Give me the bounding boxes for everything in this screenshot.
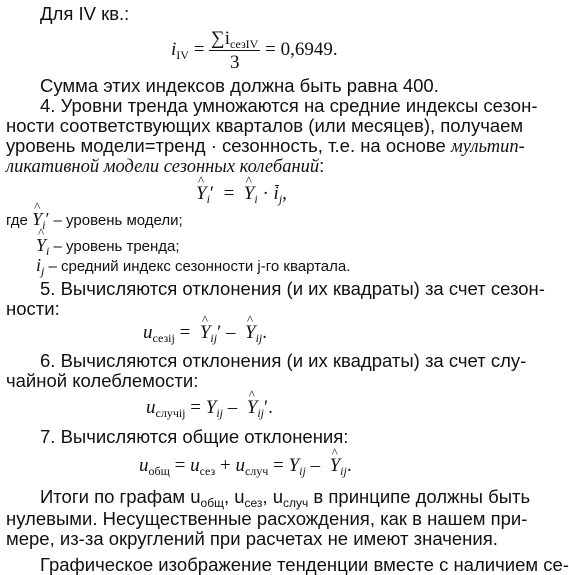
formula-iv-index: $i_{IV}$ = $\frac{\sum i_{сезIV}}{3}$ = 0,6949.	[171, 28, 338, 73]
fraction-denominator: 3	[230, 52, 240, 73]
definition-model-level-text: – уровень модели;	[53, 212, 183, 229]
sum-note: Сумма этих индексов должна быть равна 400.	[40, 75, 439, 96]
totals-line1	[40, 486, 531, 510]
step4-line4-colon: :	[319, 155, 325, 176]
next-line-cutoff	[0, 554, 569, 575]
formula-fraction	[209, 29, 260, 72]
totals-sep-1: , u	[223, 486, 245, 507]
formula-random-deviation-subscript: случij	[155, 406, 186, 420]
totals-sub-3: случ	[283, 496, 309, 510]
step4-line3-italic: мультип-	[450, 137, 525, 157]
step4-line3-text: уровень модели=тренд · сезонность, т.е. на основе	[6, 135, 451, 156]
step5-line2: ности:	[6, 298, 60, 319]
formula-i-symbol: i	[171, 38, 177, 60]
formula-total-sub3: случ	[244, 464, 269, 478]
definition-trend-level: ^ $Y_i$ – уровень тренда;	[36, 236, 180, 254]
definition-seasonal-index: $i_j$ – средний индекс сезонности j-го квартала.	[36, 255, 351, 278]
step4-line1: 4. Уровни тренда умножаются на средние индексы сезон-	[40, 95, 538, 116]
fraction-numerator: ∑i	[211, 28, 230, 49]
totals-sub-2: сез	[244, 496, 263, 510]
formula-seasonal-deviation-subscript: сезij	[152, 331, 175, 345]
step4-line4-italic: ликативной модели сезонных колебаний	[6, 157, 320, 177]
step7-line1: 7. Вычисляются общие отклонения:	[40, 426, 349, 447]
step5-line1: 5. Вычисляются отклонения (и их квадраты) за счет сезон-	[40, 278, 545, 299]
step4-line3	[6, 137, 525, 157]
definition-model-level: где ^ $Y_i'$ – уровень модели;	[6, 210, 183, 228]
step4-line2: ности соответствующих кварталов (или месяцев), получаем	[6, 115, 524, 136]
where-label: где	[6, 212, 28, 229]
formula-value: = 0,6949.	[265, 38, 338, 60]
formula-seasonal-deviation: $u_{сезij}$ = ^ $Y_{ij}'$ – ^ $Y_{ij}$.	[143, 323, 267, 342]
step6-line1: 6. Вычисляются отклонения (и их квадраты) за счет слу-	[40, 350, 527, 371]
formula-total-sub2: сез	[199, 464, 216, 478]
totals-line2: нулевыми. Несущественные расхождения, как в нашем при-	[6, 508, 528, 529]
heading-q4: Для IV кв.:	[40, 3, 130, 24]
formula-total-sub1: общ	[148, 464, 170, 478]
step6-line2: чайной колеблемости:	[6, 370, 199, 391]
next-line: Графическое изображение тенденции вместе с наличием се-	[40, 554, 569, 575]
formula-multiplicative-model: ^ $Y_i'$ = ^ $Y_i \cdot i_j$,	[196, 184, 287, 203]
step4-line4	[6, 157, 324, 177]
definition-seasonal-index-text: – средний индекс сезонности j-го квартала.	[48, 258, 351, 275]
totals-line1-a: Итоги по графам u	[40, 486, 201, 507]
totals-line3: мере, из-за округлений при расчетах не имеют значения.	[6, 528, 498, 549]
totals-line1-b: в принципе должны быть	[308, 486, 531, 507]
totals-sub-1: общ	[200, 496, 224, 510]
formula-total-deviation: $u_{общ} = u_{сез} + u_{случ} = Y_{ij}$ – ^ $Y_{ij}$.	[139, 456, 352, 475]
formula-random-deviation: $u_{случij} = Y_{ij}$ – ^ $Y_{ij}'$.	[146, 398, 273, 417]
formula-i-subscript: IV	[176, 47, 189, 62]
definition-trend-level-text: – уровень тренда;	[53, 238, 180, 255]
totals-sep-2: , u	[262, 486, 284, 507]
fraction-numerator-subscript: сезIV	[230, 37, 259, 51]
